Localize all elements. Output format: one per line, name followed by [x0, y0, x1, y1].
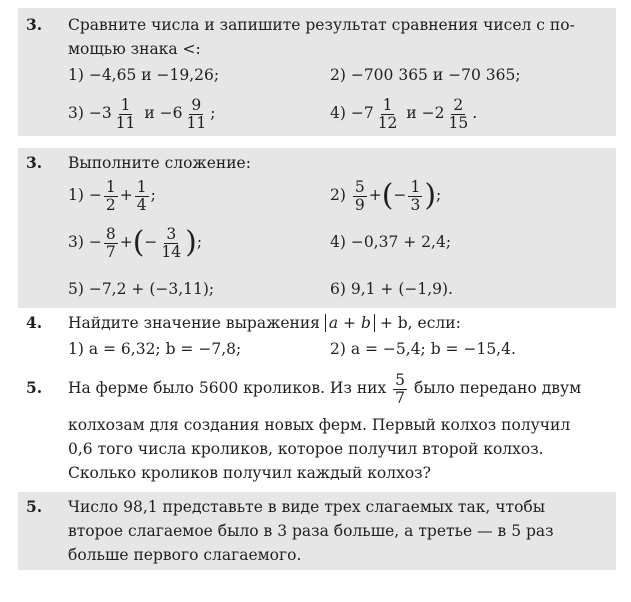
exercise-number: 3. — [26, 15, 43, 34]
item-3: 3) − $\frac{8}{7}$ +(− $\frac{3}{14}$ ); — [68, 225, 203, 261]
exercise-expression-and-problem-block — [18, 310, 616, 486]
item-1: 1) − $\frac{1}{2}$ + $\frac{1}{4}$ ; — [68, 178, 156, 214]
problem-line2: колхозам для создания новых ферм. Первый колхоз получил — [68, 416, 571, 434]
exercise-number: 5. — [26, 378, 43, 397]
absolute-value: a + b — [325, 314, 375, 332]
item-4: 4) −7 $\frac{1}{12}$ и −2 $\frac{2}{15}$ . — [330, 96, 478, 132]
exercise-text-line2: мощью знака <: — [68, 40, 201, 58]
problem-line4: Сколько кроликов получил каждый колхоз? — [68, 464, 431, 482]
fraction: $\frac{2}{15}$ — [448, 96, 469, 132]
item-2: 2) a = −5,4; b = −15,4. — [330, 340, 516, 358]
item-5: 5) −7,2 + (−3,11); — [68, 280, 215, 298]
exercise-number: 3. — [26, 153, 43, 172]
exercise-number: 4. — [26, 313, 43, 332]
exercise-compare-block — [18, 8, 616, 136]
fraction: $\frac{1}{11}$ — [115, 96, 136, 132]
problem-line3: больше первого слагаемого. — [68, 546, 302, 564]
item-6: 6) 9,1 + (−1,9). — [330, 280, 453, 298]
item-2: 2) −700 365 и −70 365; — [330, 66, 521, 84]
item-3: 3) −3 $\frac{1}{11}$ и −6 $\frac{9}{11}$ ; — [68, 96, 216, 132]
item-1: 1) a = 6,32; b = −7,8; — [68, 340, 242, 358]
exercise-text-line1: Сравните числа и запишите результат сравнения чисел с по- — [68, 16, 575, 34]
exercise-addition-block — [18, 148, 616, 308]
item-4: 4) −0,37 + 2,4; — [330, 233, 452, 251]
problem-line1: На ферме было 5600 кроликов. Из них $\frac{5}{7}$ было передано двум — [68, 371, 582, 407]
item-1: 1) −4,65 и −19,26; — [68, 66, 220, 84]
exercise-number: 5. — [26, 497, 43, 516]
fraction: $\frac{1}{12}$ — [377, 96, 398, 132]
exercise-title: Выполните сложение: — [68, 154, 251, 172]
problem-line1: Число 98,1 представьте в виде трех слагаемых так, чтобы — [68, 498, 546, 516]
item-2: 2) $\frac{5}{9}$ +(− $\frac{1}{3}$ ); — [330, 178, 442, 214]
fraction: $\frac{9}{11}$ — [186, 96, 207, 132]
exercise-sum-block — [18, 492, 616, 570]
exercise-title: Найдите значение выражения a + b + b, если: — [68, 314, 461, 332]
problem-line3: 0,6 того числа кроликов, которое получил второй колхоз. — [68, 440, 544, 458]
problem-line2: второе слагаемое было в 3 раза больше, а третье — в 5 раз — [68, 522, 554, 540]
